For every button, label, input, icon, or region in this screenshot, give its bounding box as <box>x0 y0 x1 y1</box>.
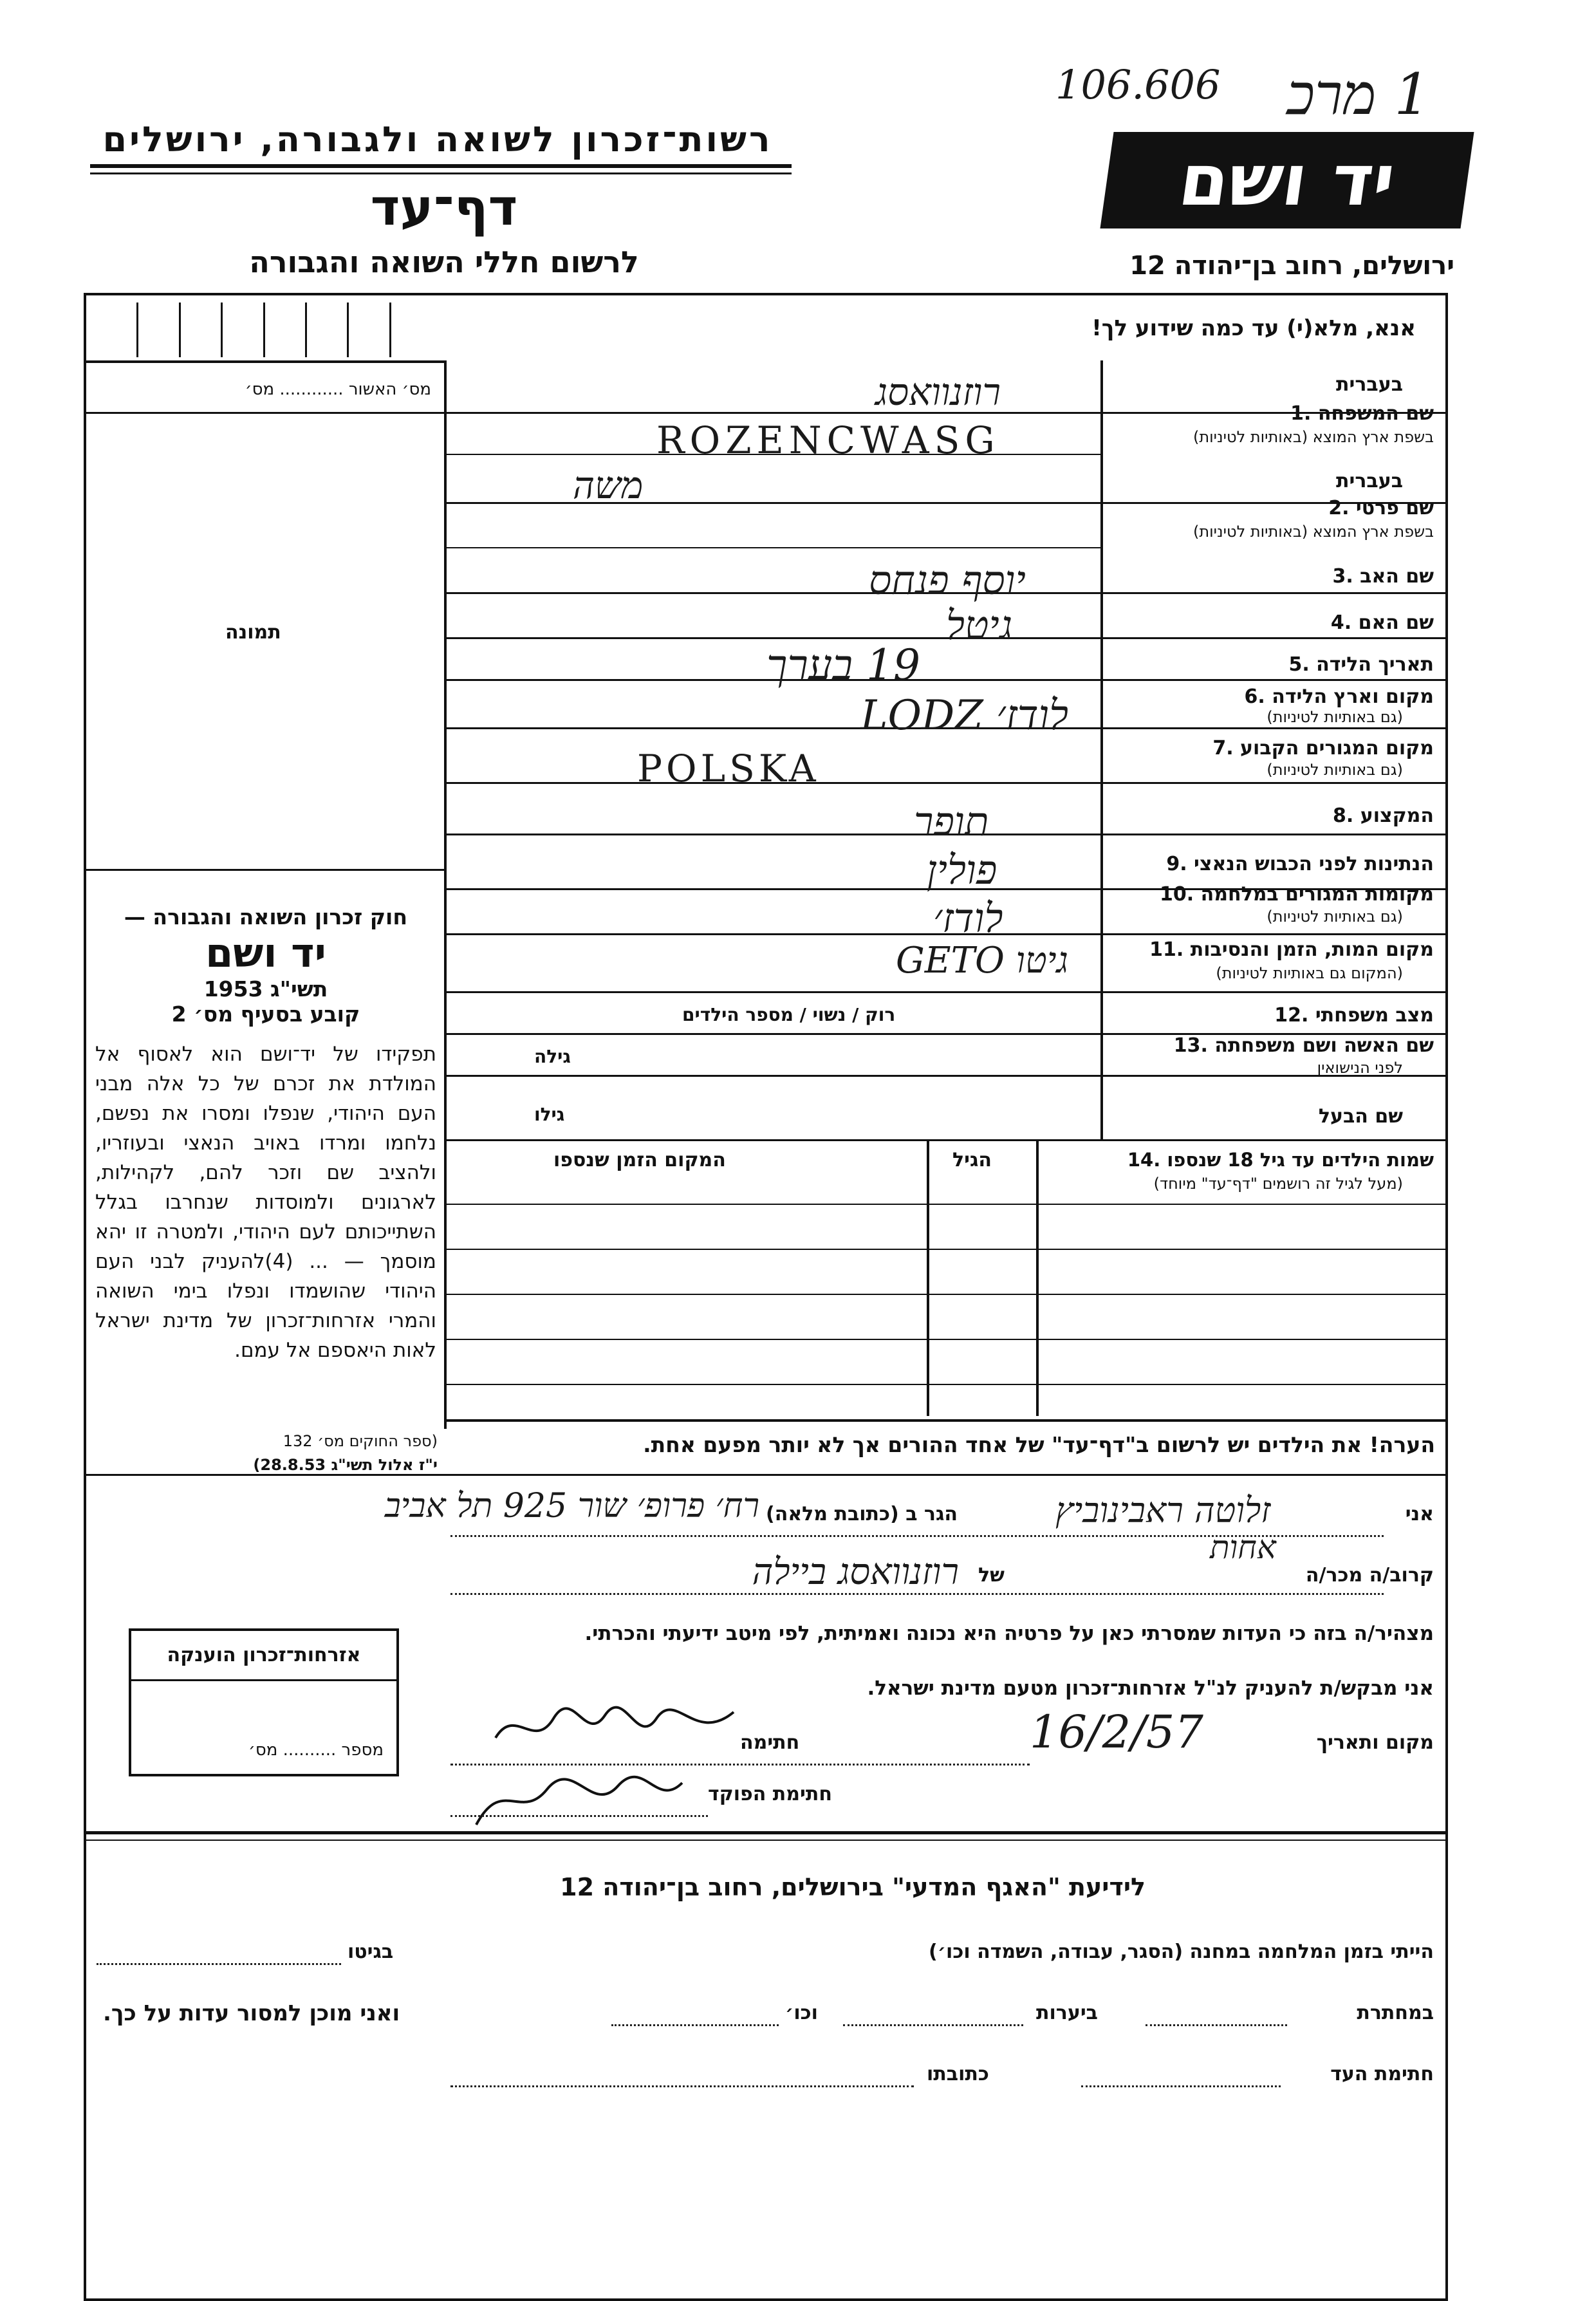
f12-text: מצב משפחתי <box>1315 1004 1434 1027</box>
cert-no: מספר .......... מס׳ <box>248 1740 384 1760</box>
purpose-title: לרשום חללי השואה והגבורה <box>249 245 639 279</box>
approval-no: מס׳ האשור ............ מס׳ <box>245 380 431 399</box>
relation-value: אחות <box>1210 1529 1276 1566</box>
f8-text: המקצוע <box>1360 805 1434 827</box>
law-year: תשי"ג 1953 <box>203 976 328 1001</box>
col-place: המקום הזמן שנספו <box>553 1149 726 1171</box>
request-text: אני מבקש/ת להעניק לנ"ל אזרחות־זכרון מטעם מדינת ישראל. <box>867 1677 1434 1700</box>
witness-address-label: כתובתו <box>927 2063 989 2085</box>
field-11-label: מקום המות, הזמן והנסיבות .11 <box>1149 938 1434 961</box>
f5-text: תאריך הלידה <box>1316 653 1434 676</box>
archive-ref: 106.606 <box>1055 61 1221 108</box>
clerk-label: חתימת הפוקד <box>708 1783 832 1805</box>
declarant-signature <box>489 1699 740 1757</box>
of-label: של <box>978 1564 1005 1587</box>
f10-text: מקומות המגורים במלחמה <box>1200 883 1434 906</box>
residence: POLSKA <box>637 747 820 790</box>
address-header: ירושלים, רחוב בן־יהודה 12 <box>1129 251 1454 281</box>
f13-text: שם האשה ושם משפחתה <box>1214 1034 1434 1057</box>
place-date-label: מקום ותאריך <box>1316 1731 1434 1754</box>
field-10-label: מקומות המגורים במלחמה .10 <box>1160 883 1434 906</box>
law-box <box>95 904 436 1365</box>
f14-text: שמות הילדים עד גיל 18 שנספו <box>1167 1149 1434 1171</box>
field-1-sub: בשפת ארץ המוצא (באותיות לטיניות) <box>1193 428 1434 446</box>
note: הערה! את הילדים יש לרשום ב"דף־עד" של אחד ההורים אך לא יותר מפעם אחת. <box>643 1432 1435 1457</box>
field-8-label: המקצוע .8 <box>1333 805 1434 827</box>
approval-no-label: מס׳ <box>245 380 275 399</box>
photo-label: תמונה <box>225 621 281 644</box>
field-1-label: שם המשפחה .1 <box>1290 402 1434 425</box>
marital-options: רוק / נשוי / מספר הילדים <box>682 1004 896 1025</box>
law-ref-1: (ספר החוקים מס׳ 132 <box>283 1432 438 1450</box>
hebrew-label-2: בעברית <box>1336 470 1403 492</box>
field-7-sub: (גם באותיות לטיניות) <box>1267 761 1403 779</box>
f3-text: שם האב <box>1360 565 1434 588</box>
law-title: חוק זכרון השואה והגבורה — <box>124 904 408 929</box>
signature-label: חתימה <box>740 1731 800 1754</box>
surname-hebrew: רוזנוואסג <box>875 370 1001 414</box>
husband-label: שם הבעל <box>1318 1105 1403 1128</box>
certificate-box <box>129 1628 399 1776</box>
f9-text: הנתינות לפני הכבוש הנאצי <box>1194 853 1434 875</box>
in-ghetto-label: בגיטו <box>348 1941 394 1963</box>
wartime-residence: לודז׳ <box>933 895 1003 942</box>
lives-label: הגר ב (כתובת מלאה) <box>766 1503 958 1525</box>
his-age-label: גילו <box>534 1104 565 1125</box>
declarant-address: רח׳ פרופ׳ שור 925 תל אביב <box>384 1487 759 1525</box>
law-text: תפקידו של יד־ושם הוא לאסוף אל המולדת את זכרם של כל אלה מבני העם היהודי, שנפלו ומסרו את נפשם, נלחמו ומרדו באויב הנאצי ובעוזריו, ולהציב שם וזכר להם, לקהילות, לארגונים ולמוסדות שנחרבו בגלל השתייכותם לעם היהודי, ולמטרה זו יהא מוסמך — ... (4)להעניק לבני העם היהודי שהושמדו ונפלו בימי השואה והמרי אזרחות־זכרון של מדינת ישראל לאות היאספם אל עמם. <box>95 1043 436 1362</box>
field-9-label: הנתינות לפני הכבוש הנאצי .9 <box>1166 853 1434 875</box>
document-title: דף־עד <box>370 179 518 237</box>
etc-label: וכו׳ <box>785 2002 818 2024</box>
f6-text: מקום וארץ הלידה <box>1272 685 1434 708</box>
id-boxes <box>97 303 431 357</box>
field-2-sub: בשפת ארץ המוצא (באותיות לטיניות) <box>1193 523 1434 541</box>
field-13-sub: לפני הנישואין <box>1317 1059 1403 1077</box>
forests-label: ביערות <box>1036 2002 1098 2024</box>
field-13-label: שם האשה ושם משפחתה .13 <box>1173 1034 1434 1057</box>
relation-label: קרוב/ה מכר/ה <box>1305 1564 1434 1587</box>
archive-code: 1 מרכ <box>1287 61 1431 127</box>
instruction: אנא, מלא(י) עד כמה שידוע לך! <box>1091 315 1416 341</box>
field-14-sub: (מעל לגיל זה רושמים "דף־עד" מיוחד) <box>1153 1175 1403 1193</box>
mother-name: גיטל <box>946 602 1013 649</box>
bottom-line-1: הייתי בזמן המלחמה במחנה (הסגר, עבודה, השמדה וכו׳) <box>929 1941 1434 1963</box>
col-age: הגיל <box>952 1149 992 1171</box>
declaration-text: מצהיר/ה בזה כי העדות שמסרתי כאן על פרטיה היא נכונה ואמיתית, לפי מיטב ידיעתי והכרתי. <box>584 1622 1434 1645</box>
field-10-sub: (גם באותיות לטיניות) <box>1267 908 1403 926</box>
death-place: גיטו GETO <box>896 940 1068 982</box>
f2-text: שם פרטי <box>1355 497 1434 519</box>
field-12-label: מצב משפחתי .12 <box>1274 1004 1434 1027</box>
law-clause: קובע בסעיף מס׳ 2 <box>171 1001 360 1027</box>
f1-text: שם המשפחה <box>1317 402 1434 425</box>
i-label: אני <box>1405 1503 1434 1525</box>
f7-text: מקום המגורים הקבוע <box>1240 737 1434 759</box>
first-name-hebrew: משה <box>573 463 644 507</box>
cert-title: אזרחות־זכרון הוענקה <box>167 1644 361 1666</box>
witness-signature-label: חתימת העד <box>1330 2063 1434 2085</box>
field-6-label: מקום וארץ הלידה .6 <box>1244 685 1434 708</box>
field-2-label: שם פרטי .2 <box>1328 497 1434 519</box>
father-name: יוסף פנחס <box>869 557 1026 604</box>
cert-no-label: מספר <box>341 1740 384 1760</box>
hebrew-label-1: בעברית <box>1336 373 1403 396</box>
field-5-label: תאריך הלידה .5 <box>1288 653 1434 676</box>
victim-name: רוזנוואסג ביילה <box>752 1551 959 1593</box>
approval-label: מס׳ האשור <box>348 380 431 399</box>
her-age-label: גילה <box>534 1046 571 1067</box>
underground-label: במחתרת <box>1357 2002 1434 2024</box>
nationality: פולין <box>927 846 998 893</box>
field-7-label: מקום המגורים הקבוע .7 <box>1212 737 1434 759</box>
f4-text: שם האם <box>1358 611 1434 634</box>
birth-date: 19 בערך <box>766 640 920 690</box>
field-4-label: שם האם .4 <box>1330 611 1434 634</box>
ready-testify: ואני מוכן למסור עדות על כך. <box>103 2000 400 2026</box>
field-11-sub: (המקום גם באותיות לטיניות) <box>1216 964 1403 982</box>
authority-title: רשות־זכרון לשואה ולגבורה, ירושלים <box>102 119 773 160</box>
law-ref-2: י"ז אלול תשי"ג 28.8.53) <box>253 1456 438 1474</box>
law-name: יד ושם <box>205 929 326 976</box>
clerk-signature <box>463 1764 695 1834</box>
profession: תופר <box>914 798 989 845</box>
yad-vashem-logo <box>1100 132 1474 228</box>
field-6-sub: (גם באותיות לטיניות) <box>1267 708 1403 726</box>
date-value: 16/2/57 <box>1030 1706 1203 1758</box>
bottom-title: לידיעת "האגף המדעי" בירושלים, רחוב בן־יהודה 12 <box>560 1873 1146 1901</box>
field-3-label: שם האב .3 <box>1332 565 1434 588</box>
f11-text: מקום המות, הזמן והנסיבות <box>1190 938 1434 961</box>
birth-place: לודז׳ LODZ <box>860 692 1068 740</box>
declarant-name: זלוטה ראבינוביץ <box>1055 1490 1271 1531</box>
field-14-label: שמות הילדים עד גיל 18 שנספו .14 <box>1127 1149 1434 1171</box>
surname-latin: ROZENCWASG <box>656 418 1000 462</box>
logo-text: יד ושם <box>1174 139 1400 221</box>
